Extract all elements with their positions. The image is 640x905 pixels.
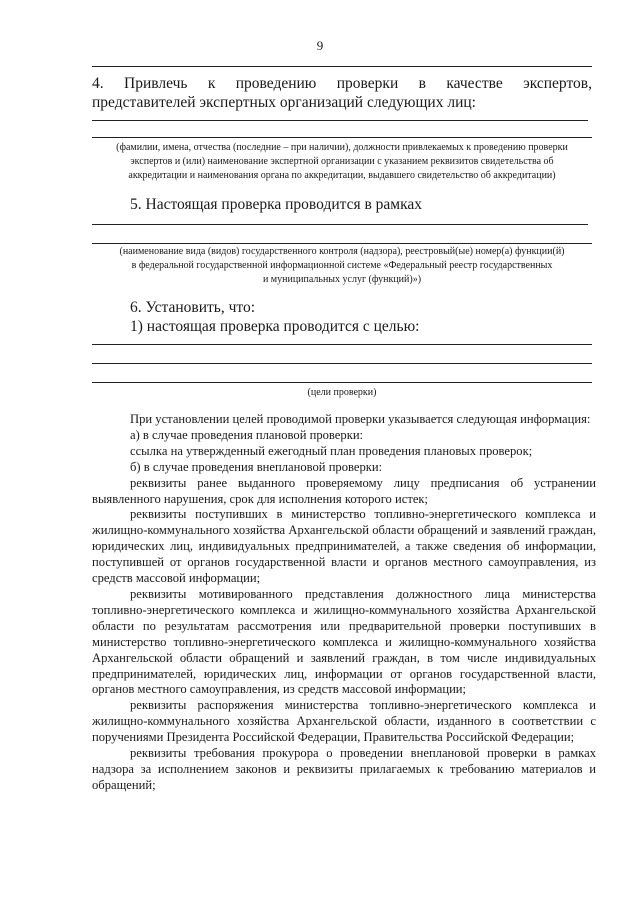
section4-fill-line-2 — [92, 137, 592, 138]
body-paragraph-planned: а) в случае проведения плановой проверки: — [130, 427, 364, 442]
section6-line2: 1) настоящая проверка проводится с целью: — [130, 318, 420, 335]
body-paragraph-motivated: реквизиты мотивированного представления должностного лица министерства топливно-энергетического комплекса и жилищно-коммунального хозяйства Архангельской области по результатам рассмотрения или предварительной проверки поступивших в министерство топливно-энергетического комплекса и жилищно-коммунального хозяйства Архангельской области обращений и заявлений граждан, в том числе индивидуальных предпринимателей, юридических лиц, информации от органов государственной власти, органов местного самоуправления, из средств массовой информации; — [92, 586, 596, 697]
body-paragraph-prescription: реквизиты ранее выданного проверяемому лицу предписания об устранении выявленного нарушения, срок для исполнения которого истек; — [92, 475, 596, 506]
body-paragraph-intro: При установлении целей проводимой проверки указывается следующая информация: — [130, 412, 591, 426]
section5-fill-line-1 — [92, 224, 588, 225]
body-paragraph-prosecutor: реквизиты требования прокурора о проведении внеплановой проверки в рамках надзора за исполнением законов и реквизиты прилагаемых к требованию материалов и обращений; — [92, 746, 596, 792]
body-text — [92, 412, 596, 794]
section6-caption: (цели проверки) — [307, 387, 377, 398]
section4-caption-3: аккредитации и наименования органа по аккредитации, выдавшего свидетельство об аккредитации) — [128, 170, 556, 181]
body-paragraph-unplanned: б) в случае проведения внеплановой проверки: — [130, 459, 383, 474]
section4-caption-2: экспертов и (или) наименование экспертной организации с указанием реквизитов свидетельства об — [130, 156, 554, 167]
section5-line: 5. Настоящая проверка проводится в рамках — [130, 196, 423, 213]
section5-caption-1: (наименование вида (видов) государственного контроля (надзора), реестровый(ые) номер(а) функции(й) — [119, 246, 565, 257]
section5-caption-2: в федеральной государственной информационной системе «Федеральный реестр государственных — [131, 260, 553, 271]
page-number: 9 — [316, 38, 324, 53]
section6-fill-line-1 — [92, 344, 592, 345]
body-paragraph-order: реквизиты распоряжения министерства топливно-энергетического комплекса и жилищно-коммунального хозяйства Архангельской области, изданного в соответствии с поручениями Президента Российской Федерации, Правительства Российской Федерации; — [92, 698, 596, 745]
body-paragraph-plan-link: ссылка на утвержденный ежегодный план проведения плановых проверок; — [130, 443, 533, 458]
section6-line1: 6. Установить, что: — [130, 299, 256, 316]
section4-line2: представителей экспертных организаций следующих лиц: — [92, 94, 476, 111]
section5-fill-line-2 — [92, 243, 592, 244]
section5-caption-3: и муниципальных услуг (функций)») — [262, 274, 422, 285]
section4-fill-line-1 — [92, 120, 588, 121]
section4-caption-1: (фамилии, имена, отчества (последние – при наличии), должности привлекаемых к проведению проверки — [116, 142, 568, 153]
section6-fill-line-3 — [92, 382, 592, 383]
section4-line1: 4. Привлечь к проведению проверки в качестве экспертов, — [92, 75, 592, 92]
body-paragraph-appeals: реквизиты поступивших в министерство топливно-энергетического комплекса и жилищно-коммунального хозяйства Архангельской области обращений и заявлений граждан, юридических лиц, индивидуальных предпринимателей, а также сведения об информации, поступившей от органов государственной власти и органов местного самоуправления, из средств массовой информации; — [92, 507, 596, 586]
section6-fill-line-2 — [92, 363, 592, 364]
top-rule — [92, 66, 592, 67]
